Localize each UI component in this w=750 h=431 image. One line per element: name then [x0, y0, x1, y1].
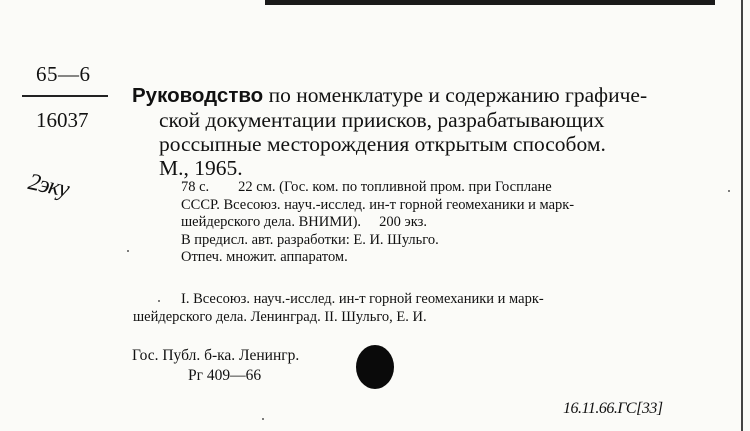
collation-line-2: СССР. Всесоюз. науч.-исслед. ин-т горной геомеханики и марк- — [181, 196, 575, 213]
note-line-2: Отпеч. множит. аппаратом. — [181, 249, 348, 265]
title-line-2: ской документации приисков, разрабатывающих — [159, 108, 605, 132]
collation-line-3: шейдерского дела. ВНИМИ). 200 экз. — [181, 214, 427, 230]
tracings-line-2: шейдерского дела. Ленинград. II. Шульго, Е. И. — [133, 309, 427, 325]
title-line-4: М., 1965. — [159, 156, 243, 180]
paper-speck — [127, 250, 129, 252]
paper-speck — [158, 300, 160, 302]
handwritten-mark: 2эку — [25, 169, 71, 203]
tracings-block — [133, 290, 721, 326]
class-divider — [22, 95, 108, 97]
right-edge-line — [741, 0, 743, 431]
handwritten-date-note: 16.11.66.ГС[33] — [563, 400, 663, 417]
paper-speck — [728, 190, 730, 192]
top-edge-bar — [265, 0, 715, 5]
title-block — [132, 83, 722, 180]
library-stamp — [132, 346, 299, 386]
title-lead-word: Руководство — [132, 84, 264, 107]
paper-speck — [262, 418, 264, 420]
stamp-line-2: Рг 409—66 — [188, 367, 262, 384]
title-line-1-rest: по номенклатуре и содержанию графиче- — [263, 83, 648, 107]
collation-block — [181, 179, 721, 267]
collation-line-1: 78 с. 22 см. (Гос. ком. по топливной пром. при Госплане — [181, 179, 552, 195]
class-number: 65—6 — [36, 62, 91, 86]
tracings-line-1: I. Всесоюз. науч.-исслед. ин-т горной геомеханики и марк- — [181, 291, 544, 307]
stamp-line-1: Гос. Публ. б-ка. Ленингр. — [132, 347, 300, 364]
note-line-1: В предисл. авт. разработки: Е. И. Шульго. — [181, 231, 439, 248]
title-line-3: россыпные месторождения открытым способом. — [159, 132, 606, 156]
punch-hole — [356, 345, 394, 389]
accession-number: 16037 — [36, 108, 89, 132]
